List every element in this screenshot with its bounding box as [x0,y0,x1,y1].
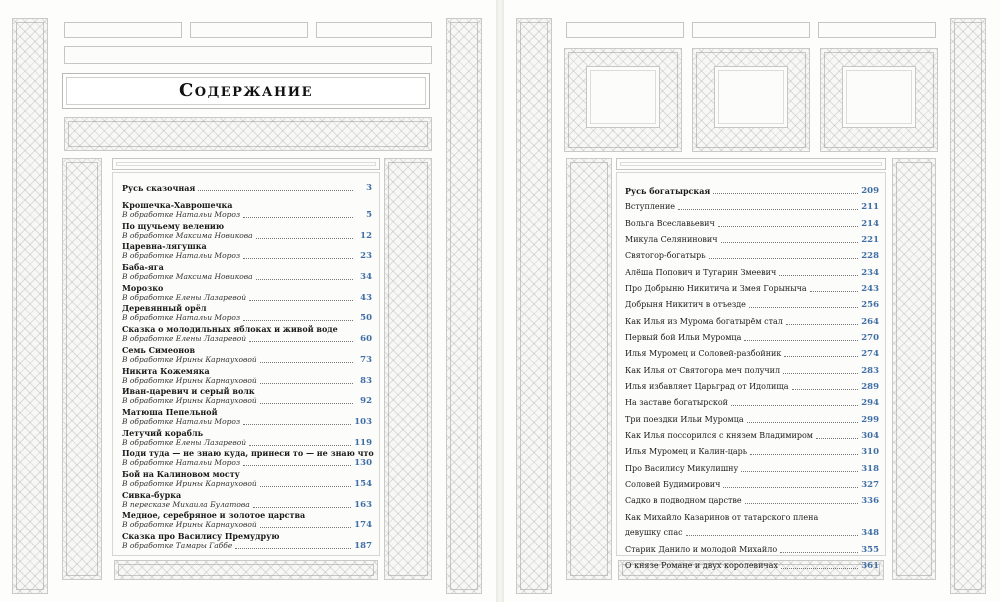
toc-page-number: 355 [861,544,879,555]
toc-item[interactable] [625,561,879,577]
toc-item[interactable] [625,317,879,333]
toc-page-number: 318 [861,463,879,474]
toc-page-number: 304 [861,430,879,441]
toc-item[interactable] [625,496,879,512]
toc-page-number: 221 [861,234,879,245]
toc-item[interactable] [625,366,879,382]
left-top-panel-1 [64,22,182,38]
toc-page-number: 336 [861,496,879,507]
leader-dots [253,506,352,508]
left-top-panel-2 [190,22,308,38]
toc-title: Илья избавляет Царьград от Идолища [625,381,789,391]
toc-page-number: 243 [861,283,879,294]
right-frame-window-1 [586,66,660,128]
toc-item[interactable] [625,333,879,349]
toc-item[interactable] [122,283,372,304]
toc-title: Русь богатырская [625,186,711,196]
leader-dots [745,502,859,504]
leader-dots [256,278,353,280]
leader-dots [783,372,858,374]
toc-item[interactable] [625,431,879,447]
toc-item[interactable] [122,200,372,221]
toc-item[interactable] [625,480,879,496]
toc-title: Садко в подводном царстве [625,496,742,506]
toc-subtitle: В обработке Максима Новикова [122,230,253,240]
toc-title: Илья Муромец и Калин-царь [625,447,748,457]
leader-dots [749,306,858,308]
left-col-ornament-left [62,158,102,580]
toc-title: Крошечка-Хаврошечка [122,200,233,210]
leader-dots [678,208,858,210]
toc-item[interactable] [625,235,879,251]
toc-item[interactable] [625,545,879,561]
toc-page-number: 310 [861,447,879,458]
toc-title: Вступление [625,202,676,212]
left-outer-border-ornament [12,18,48,594]
leader-dots [718,225,858,227]
toc-item[interactable] [625,284,879,300]
leader-dots [779,274,858,276]
toc-subtitle: В обработке Максима Новикова [122,272,253,282]
toc-item[interactable] [625,464,879,480]
toc-page-number: 34 [360,272,372,283]
toc-item[interactable] [625,398,879,414]
toc-page-number: 299 [861,414,879,425]
leader-dots [249,299,353,301]
toc-page-number: 274 [861,349,879,360]
toc-title: Как Михайло Казаринов от татарского плена [625,512,819,522]
leader-dots [731,404,858,406]
toc-item[interactable] [122,448,372,469]
toc-page-number: 234 [861,267,879,278]
toc-subtitle: В обработке Ирины Карнауховой [122,375,257,385]
toc-title: Летучий корабль [122,427,204,438]
toc-page-number: 209 [861,186,879,196]
toc-subtitle: В обработке Елены Лазаревой [122,292,247,302]
toc-page-number: 92 [360,396,372,407]
toc-page-number: 348 [861,527,879,538]
leader-dots [243,423,351,425]
toc-title: Медное, серебряное и золотое царства [122,510,306,521]
toc-item[interactable] [625,202,879,218]
leader-dots [810,290,859,292]
toc-title: Царевна-лягушка [122,241,207,252]
toc-page-number: 327 [861,479,879,490]
toc-page-number: 83 [360,375,372,386]
toc-page-number: 187 [354,541,372,551]
right-outer-border-ornament [950,18,986,594]
toc-title: Про Василису Микулишну [625,463,739,473]
toc-page-number: 256 [861,300,879,311]
toc-item[interactable] [122,324,372,345]
leader-dots [780,551,858,553]
toc-title: Морозко [122,282,164,293]
right-col-ornament-left [566,158,612,580]
toc-title: Баба-яга [122,262,164,273]
toc-item[interactable] [625,382,879,398]
toc-title: Русь сказочная [122,183,196,193]
leader-dots [260,526,352,528]
toc-item[interactable] [625,415,879,431]
toc-subtitle: В пересказе Михаила Булатова [122,499,250,509]
toc-page-number: 163 [354,499,372,510]
toc-page-number: 130 [354,458,372,469]
toc-subtitle: В обработке Натальи Мороз [122,458,241,468]
toc-title: Три поездки Ильи Муромца [625,414,744,424]
toc-page-number: 264 [861,316,879,327]
toc-subtitle: В обработке Елены Лазаревой [122,437,247,447]
leader-dots [198,189,353,191]
leader-dots [723,486,858,488]
toc-title: На заставе богатырской [625,398,729,408]
toc-item[interactable] [625,300,879,316]
right-top-panel-1 [566,22,684,38]
toc-title: Илья Муромец и Соловей-разбойник [625,349,782,359]
left-bottom-ornament-band [114,560,378,580]
toc-title: Никита Кожемяка [122,365,210,376]
toc-item[interactable] [122,262,372,283]
toc-title: Семь Симеонов [122,344,196,355]
leader-dots [260,361,353,363]
toc-title: Микула Селянинович [625,234,718,244]
toc-page-number: 214 [861,218,879,229]
toc-title: Бой на Калиновом мосту [122,468,240,479]
toc-page-number: 103 [354,416,372,427]
leader-dots [260,485,352,487]
leader-dots [260,402,353,404]
toc-subtitle: В обработке Ирины Карнауховой [122,478,257,488]
toc-subtitle: В обработке Ирины Карнауховой [122,396,257,406]
right-frame-window-2 [714,66,788,128]
leader-dots [741,470,858,472]
toc-item[interactable] [625,447,879,463]
leader-dots [786,323,858,325]
left-top-bar [64,46,432,64]
toc-title: Иван-царевич и серый волк [122,386,255,397]
right-top-panel-2 [692,22,810,38]
toc-item[interactable] [122,241,372,262]
toc-subtitle: В обработке Ирины Карнауховой [122,520,257,530]
toc-title: Как Илья поссорился с князем Владимиром [625,430,814,440]
toc-page-number: 73 [360,354,372,365]
leader-dots [781,567,858,569]
right-inner-border-ornament [516,18,552,594]
toc-title: Добрыня Никитич в отъезде [625,300,746,310]
left-toc-header-bar [112,158,380,170]
toc-title: Вольга Всеславьевич [625,218,715,228]
leader-dots [816,437,858,439]
toc-title: Первый бой Ильи Муромца [625,332,742,342]
right-page [504,0,1000,602]
toc-item[interactable] [122,366,372,387]
toc-page-number: 60 [360,334,372,345]
toc-title: Соловей Будимирович [625,479,721,489]
toc-page-number: 50 [360,313,372,324]
left-inner-border-ornament [446,18,482,594]
leader-dots [256,237,353,239]
left-top-panel-3 [316,22,432,38]
right-top-panel-3 [818,22,936,38]
toc-page-number: 23 [360,251,372,262]
leader-dots [686,534,859,536]
toc-title: Матюша Пепельной [122,406,218,417]
leader-dots [243,464,351,466]
toc-section-rus-bogatyrskaya[interactable] [625,186,879,202]
leader-dots [747,421,859,423]
toc-page-number: 228 [861,251,879,262]
toc-page-number: 3 [366,183,372,193]
leader-dots [750,453,858,455]
book-gutter [496,0,504,602]
leader-dots [792,388,859,390]
toc-item[interactable] [625,268,879,284]
page-title: Содержание [178,80,313,101]
leader-dots [260,382,353,384]
toc-section-rus-skazochnaya[interactable] [122,183,372,200]
right-frame-window-3 [842,66,916,128]
toc-item[interactable] [122,303,372,324]
toc-title: Деревянный орёл [122,303,207,314]
toc-page-number: 43 [360,292,372,303]
leader-dots [243,216,353,218]
toc-item[interactable] [122,469,372,490]
toc-page-number: 119 [354,437,372,448]
toc-page-number: 294 [861,398,879,409]
leader-dots [235,547,351,549]
toc-title: Как Илья от Святогора меч получил [625,365,781,375]
toc-subtitle: В обработке Ирины Карнауховой [122,354,257,364]
right-col-ornament-right [892,158,936,580]
toc-page-number: 174 [354,520,372,531]
left-title-ornament-band [64,117,432,151]
toc-item[interactable] [625,349,879,365]
toc-subtitle: В обработке Натальи Мороз [122,416,241,426]
toc-item[interactable] [625,251,879,267]
toc-page-number: 270 [861,332,879,343]
leader-dots [744,339,858,341]
left-page [0,0,496,602]
toc-title: Алёша Попович и Тугарин Змеевич [625,267,777,277]
toc-subtitle: В обработке Натальи Мороз [122,251,241,261]
toc-title: Сказка про Василису Премудрую [122,531,280,541]
toc-item[interactable] [122,490,372,511]
toc-item[interactable] [122,531,372,552]
leader-dots [721,241,859,243]
toc-item[interactable] [625,219,879,235]
leader-dots [249,444,351,446]
toc-title: Про Добрыню Никитича и Змея Горыныча [625,283,807,293]
toc-title: Поди туда — не знаю куда, принеси то — не знаю что [122,448,374,459]
toc-item[interactable] [625,513,879,545]
toc-page-number: 361 [861,560,879,571]
left-toc-list [122,183,372,552]
toc-page-number: 154 [354,478,372,489]
leader-dots [243,257,353,259]
toc-subtitle: В обработке Натальи Мороз [122,210,241,219]
toc-item[interactable] [122,386,372,407]
toc-page-number: 211 [861,202,879,213]
toc-page-number: 5 [366,210,372,220]
toc-item[interactable] [122,221,372,242]
right-toc-list [625,186,879,577]
toc-subtitle: В обработке Елены Лазаревой [122,334,247,344]
toc-page-number: 283 [861,365,879,376]
leader-dots [243,319,353,321]
toc-title: Как Илья из Мурома богатырём стал [625,316,783,326]
toc-title-continued: девушку спас [625,527,683,537]
toc-title: О князе Романе и двух королевичах [625,560,778,570]
toc-page-number: 289 [861,381,879,392]
toc-title: По щучьему велению [122,220,225,231]
title-box [62,73,430,109]
toc-title: Святогор-богатырь [625,251,706,261]
toc-page-number: 12 [360,230,372,241]
toc-item[interactable] [122,510,372,531]
leader-dots [784,355,858,357]
leader-dots [709,257,859,259]
toc-title: Сивка-бурка [122,489,182,500]
right-toc-header-bar [616,158,886,170]
leader-dots [713,192,858,194]
toc-subtitle: В обработке Натальи Мороз [122,313,241,323]
toc-subtitle: В обработке Тамары Габбе [122,541,233,550]
toc-title: Сказка о молодильных яблоках и живой воде [122,324,338,335]
leader-dots [249,340,353,342]
toc-item[interactable] [122,428,372,449]
left-col-ornament-right [384,158,432,580]
toc-item[interactable] [122,407,372,428]
toc-title: Старик Данило и молодой Михайло [625,544,778,554]
toc-item[interactable] [122,345,372,366]
